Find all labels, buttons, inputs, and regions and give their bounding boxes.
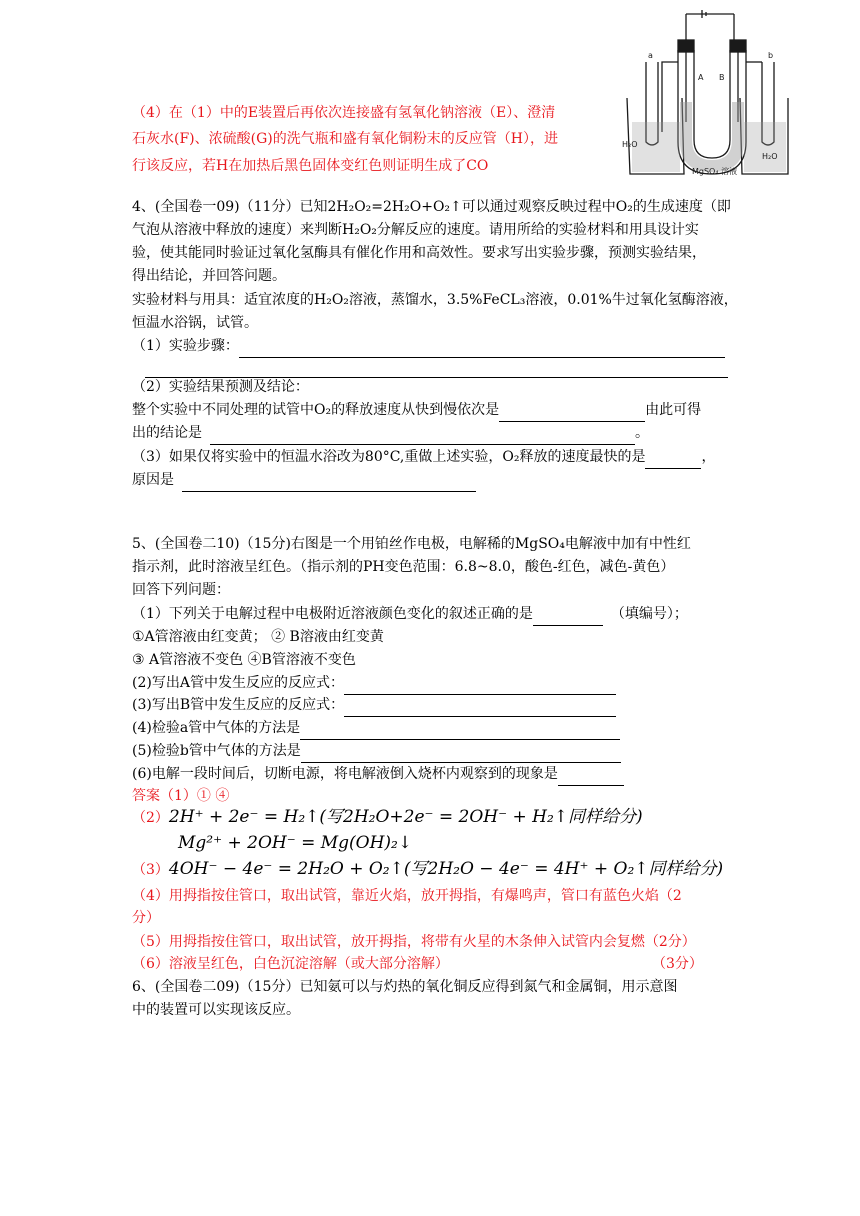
q4-heading-line2: 气泡从溶液中释放的速度）来判断H₂O₂分解反应的速度。请用所给的实验材料和用具设计实 [132,222,699,238]
q4-part2-blank-conclusion[interactable] [210,427,635,445]
answer-5: （5）用拇指按住管口，取出试管，放开拇指，将带有火星的木条伸入试管内会复燃（2分） [132,934,696,950]
q5-options-line2: ③ A管溶液不变色 ④B管溶液不变色 [132,652,356,668]
figure-label-b: b [768,51,774,60]
q4-part2-text-c: 出的结论是 [132,425,202,441]
q3-part4-line1: （4）在（1）中的E装置后再依次连接盛有氢氧化钠溶液（E）、澄清 [132,105,556,121]
answer-4-line1: （4）用拇指按住管口，取出试管，靠近火焰，放开拇指，有爆鸣声，管口有蓝色火焰（2 [132,888,682,904]
q5-sub6 [132,763,624,786]
answer-6-text: （6）溶液呈红色，白色沉淀溶解（或大部分溶解） [132,956,449,972]
q4-part3-blank-reason[interactable] [182,474,476,492]
q4-part2-text-b: 由此可得 [645,402,702,418]
q4-heading-line3: 验，使其能同时验证过氧化氢酶具有催化作用和高效性。要求写出实验步骤，预测实验结果， [132,245,706,261]
figure-label-A: A [698,73,704,82]
q5-sub1-blank[interactable] [533,608,603,626]
q4-part3-line1 [132,446,715,469]
q5-sub3-text: (3)写出B管中发生反应的反应式： [132,697,345,713]
q4-part3-text-b: ， [701,449,716,465]
q5-sub3-blank[interactable] [344,699,616,717]
q4-part2-label: （2）实验结果预测及结论： [132,379,309,395]
q5-heading-line2: 指示剂，此时溶液呈红色。（指示剂的PH变色范围：6.8~8.0，酸色-红色，减色-黄色） [132,559,675,575]
q5-heading-line1: 5、(全国卷二10)（15分)右图是一个用铂丝作电极，电解稀的MgSO₄电解液中加有中性红 [132,536,691,552]
answer-2-eq1-row [132,806,643,830]
answer-6 [132,953,703,976]
q4-part2-line1 [132,399,701,422]
q4-part3-line2 [132,469,476,492]
answer-2-equation1: 2H⁺ + 2e⁻ = H₂↑(写2H₂O+2e⁻ = 2OH⁻ + H₂↑同样给分) [168,807,643,827]
electrolysis-apparatus-figure [622,2,790,177]
q5-sub4-text: (4)检验a管中气体的方法是 [132,720,301,736]
answer-4-line2: 分） [132,910,160,926]
q4-part1-blank2-row [145,355,728,378]
q5-sub2-text: (2)写出A管中发生反应的反应式： [132,675,344,691]
figure-label-h2o-right: H₂O [762,152,778,161]
q5-sub6-blank[interactable] [558,768,624,786]
figure-label-mgso4: MgSO₄ 溶液 [692,167,738,176]
figure-label-a: a [648,51,653,60]
answer-6-points: （3分） [652,956,703,972]
q4-part3-text-a: （3）如果仅将实验中的恒温水浴改为80°C,重做上述实验，O₂释放的速度最快的是 [132,449,646,465]
answer-2-eq2-row [178,832,412,856]
q5-sub5-blank[interactable] [301,745,621,763]
q4-part2-line2 [132,422,649,445]
figure-label-B: B [719,73,725,82]
q5-sub5-text: (5)检验b管中气体的方法是 [132,743,301,759]
q4-part1-label: （1）实验步骤： [132,338,239,354]
q5-sub6-text: (6)电解一段时间后，切断电源，将电解液倒入烧杯内观察到的现象是 [132,766,558,782]
q4-part2-text-a: 整个实验中不同处理的试管中O₂的释放速度从快到慢依次是 [132,402,500,418]
answer-3-equation: 4OH⁻ − 4e⁻ = 2H₂O + O₂↑(写2H₂O − 4e⁻ = 4H⁺ + O₂↑同样给分) [168,859,724,879]
q5-sub1-text-b: （填编号）； [610,606,688,622]
q4-materials-line2: 恒温水浴锅，试管。 [132,315,258,331]
q5-sub3 [132,694,616,717]
q5-heading-line3: 回答下列问题： [132,582,230,598]
q3-part4-line3: 行该反应，若H在加热后黑色固体变红色则证明生成了CO [132,158,489,174]
q3-part4-line2: 石灰水(F)、浓硫酸(G)的洗气瓶和盛有氧化铜粉末的反应管（H），进 [132,131,558,147]
figure-label-h2o-left: H₂O [622,140,638,149]
q4-part2-text-d: 。 [635,425,649,441]
q5-sub1-text-a: （1）下列关于电解过程中电极附近溶液颜色变化的叙述正确的是 [132,606,533,622]
q4-part3-blank-fastest[interactable] [645,451,701,469]
q5-sub4 [132,717,620,740]
q6-heading-line1: 6、(全国卷二09)（15分）已知氨可以与灼热的氧化铜反应得到氮气和金属铜，用示意图 [132,979,678,995]
answer-3-row [132,858,723,882]
q4-part2-blank-order[interactable] [499,404,645,422]
q5-sub2-blank[interactable] [344,677,616,695]
q5-sub2 [132,672,616,695]
q4-part3-text-c: 原因是 [132,472,174,488]
q4-heading-line4: 得出结论，并回答问题。 [132,268,286,284]
q5-sub1 [132,603,688,626]
answer-2-label: （2） [132,810,169,826]
answer-1: 答案（1）① ④ [132,788,230,804]
answer-3-label: （3） [132,862,169,878]
q4-materials-line1: 实验材料与用具：适宜浓度的H₂O₂溶液，蒸馏水，3.5%FeCL₃溶液，0.01%牛过氧化氢酶溶液， [132,292,738,308]
q6-heading-line2: 中的装置可以实现该反应。 [132,1002,300,1018]
q5-sub5 [132,740,621,763]
q5-sub4-blank[interactable] [300,722,620,740]
q4-heading-line1: 4、(全国卷一09)（11分）已知2H₂O₂=2H₂O+O₂↑可以通过观察反映过程中O₂的生成速度（即 [132,199,731,215]
answer-2-equation2: Mg²⁺ + 2OH⁻ = Mg(OH)₂↓ [178,833,413,853]
q5-options-line1: ①A管溶液由红变黄； ② B溶液由红变黄 [132,629,384,645]
